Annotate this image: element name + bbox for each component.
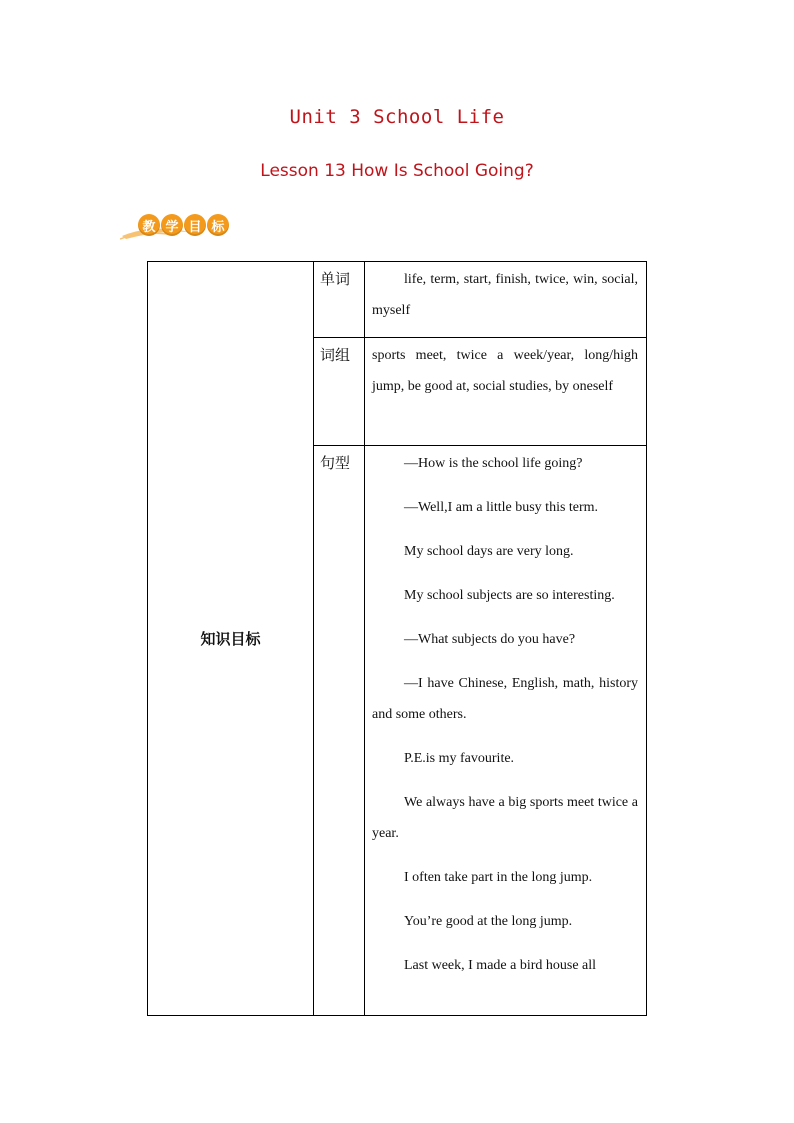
content-cell-words xyxy=(365,262,647,338)
category-cell: 知识目标 xyxy=(148,262,314,1016)
type-cell-phrases: 词组 xyxy=(314,338,365,446)
type-cell-sentences: 句型 xyxy=(314,446,365,1016)
sentence: —Well,I am a little busy this term. xyxy=(404,500,599,515)
sentence: —I have Chinese, English, math, history and some others. xyxy=(372,676,638,722)
table-row-words xyxy=(148,262,647,338)
sentence: Last week, I made a bird house all xyxy=(404,958,597,973)
badge-char-2: 学 xyxy=(161,214,183,236)
badge-char-1: 教 xyxy=(138,214,160,236)
content-cell-phrases xyxy=(365,338,647,446)
sentence: We always have a big sports meet twice a year. xyxy=(372,795,638,841)
badge-char-4: 标 xyxy=(207,214,229,236)
words-text: life, term, start, finish, twice, win, social, myself xyxy=(372,272,638,318)
sentence: —What subjects do you have? xyxy=(404,632,576,647)
teaching-goals-table xyxy=(147,261,647,1016)
phrases-text: sports meet, twice a week/year, long/high jump, be good at, social studies, by oneself xyxy=(372,348,638,394)
type-cell-words: 单词 xyxy=(314,262,365,338)
sentence: You’re good at the long jump. xyxy=(404,914,573,929)
teaching-goals-badge xyxy=(120,210,230,242)
content-cell-sentences xyxy=(365,446,647,1016)
sentence: —How is the school life going? xyxy=(404,456,583,471)
sentence: My school subjects are so interesting. xyxy=(404,588,615,603)
sentence: P.E.is my favourite. xyxy=(404,751,515,766)
lesson-title: Lesson 13 How Is School Going? xyxy=(260,161,534,181)
sentence: I often take part in the long jump. xyxy=(404,870,593,885)
badge-char-3: 目 xyxy=(184,214,206,236)
sentence: My school days are very long. xyxy=(404,544,574,559)
unit-title: Unit 3 School Life xyxy=(289,106,505,128)
